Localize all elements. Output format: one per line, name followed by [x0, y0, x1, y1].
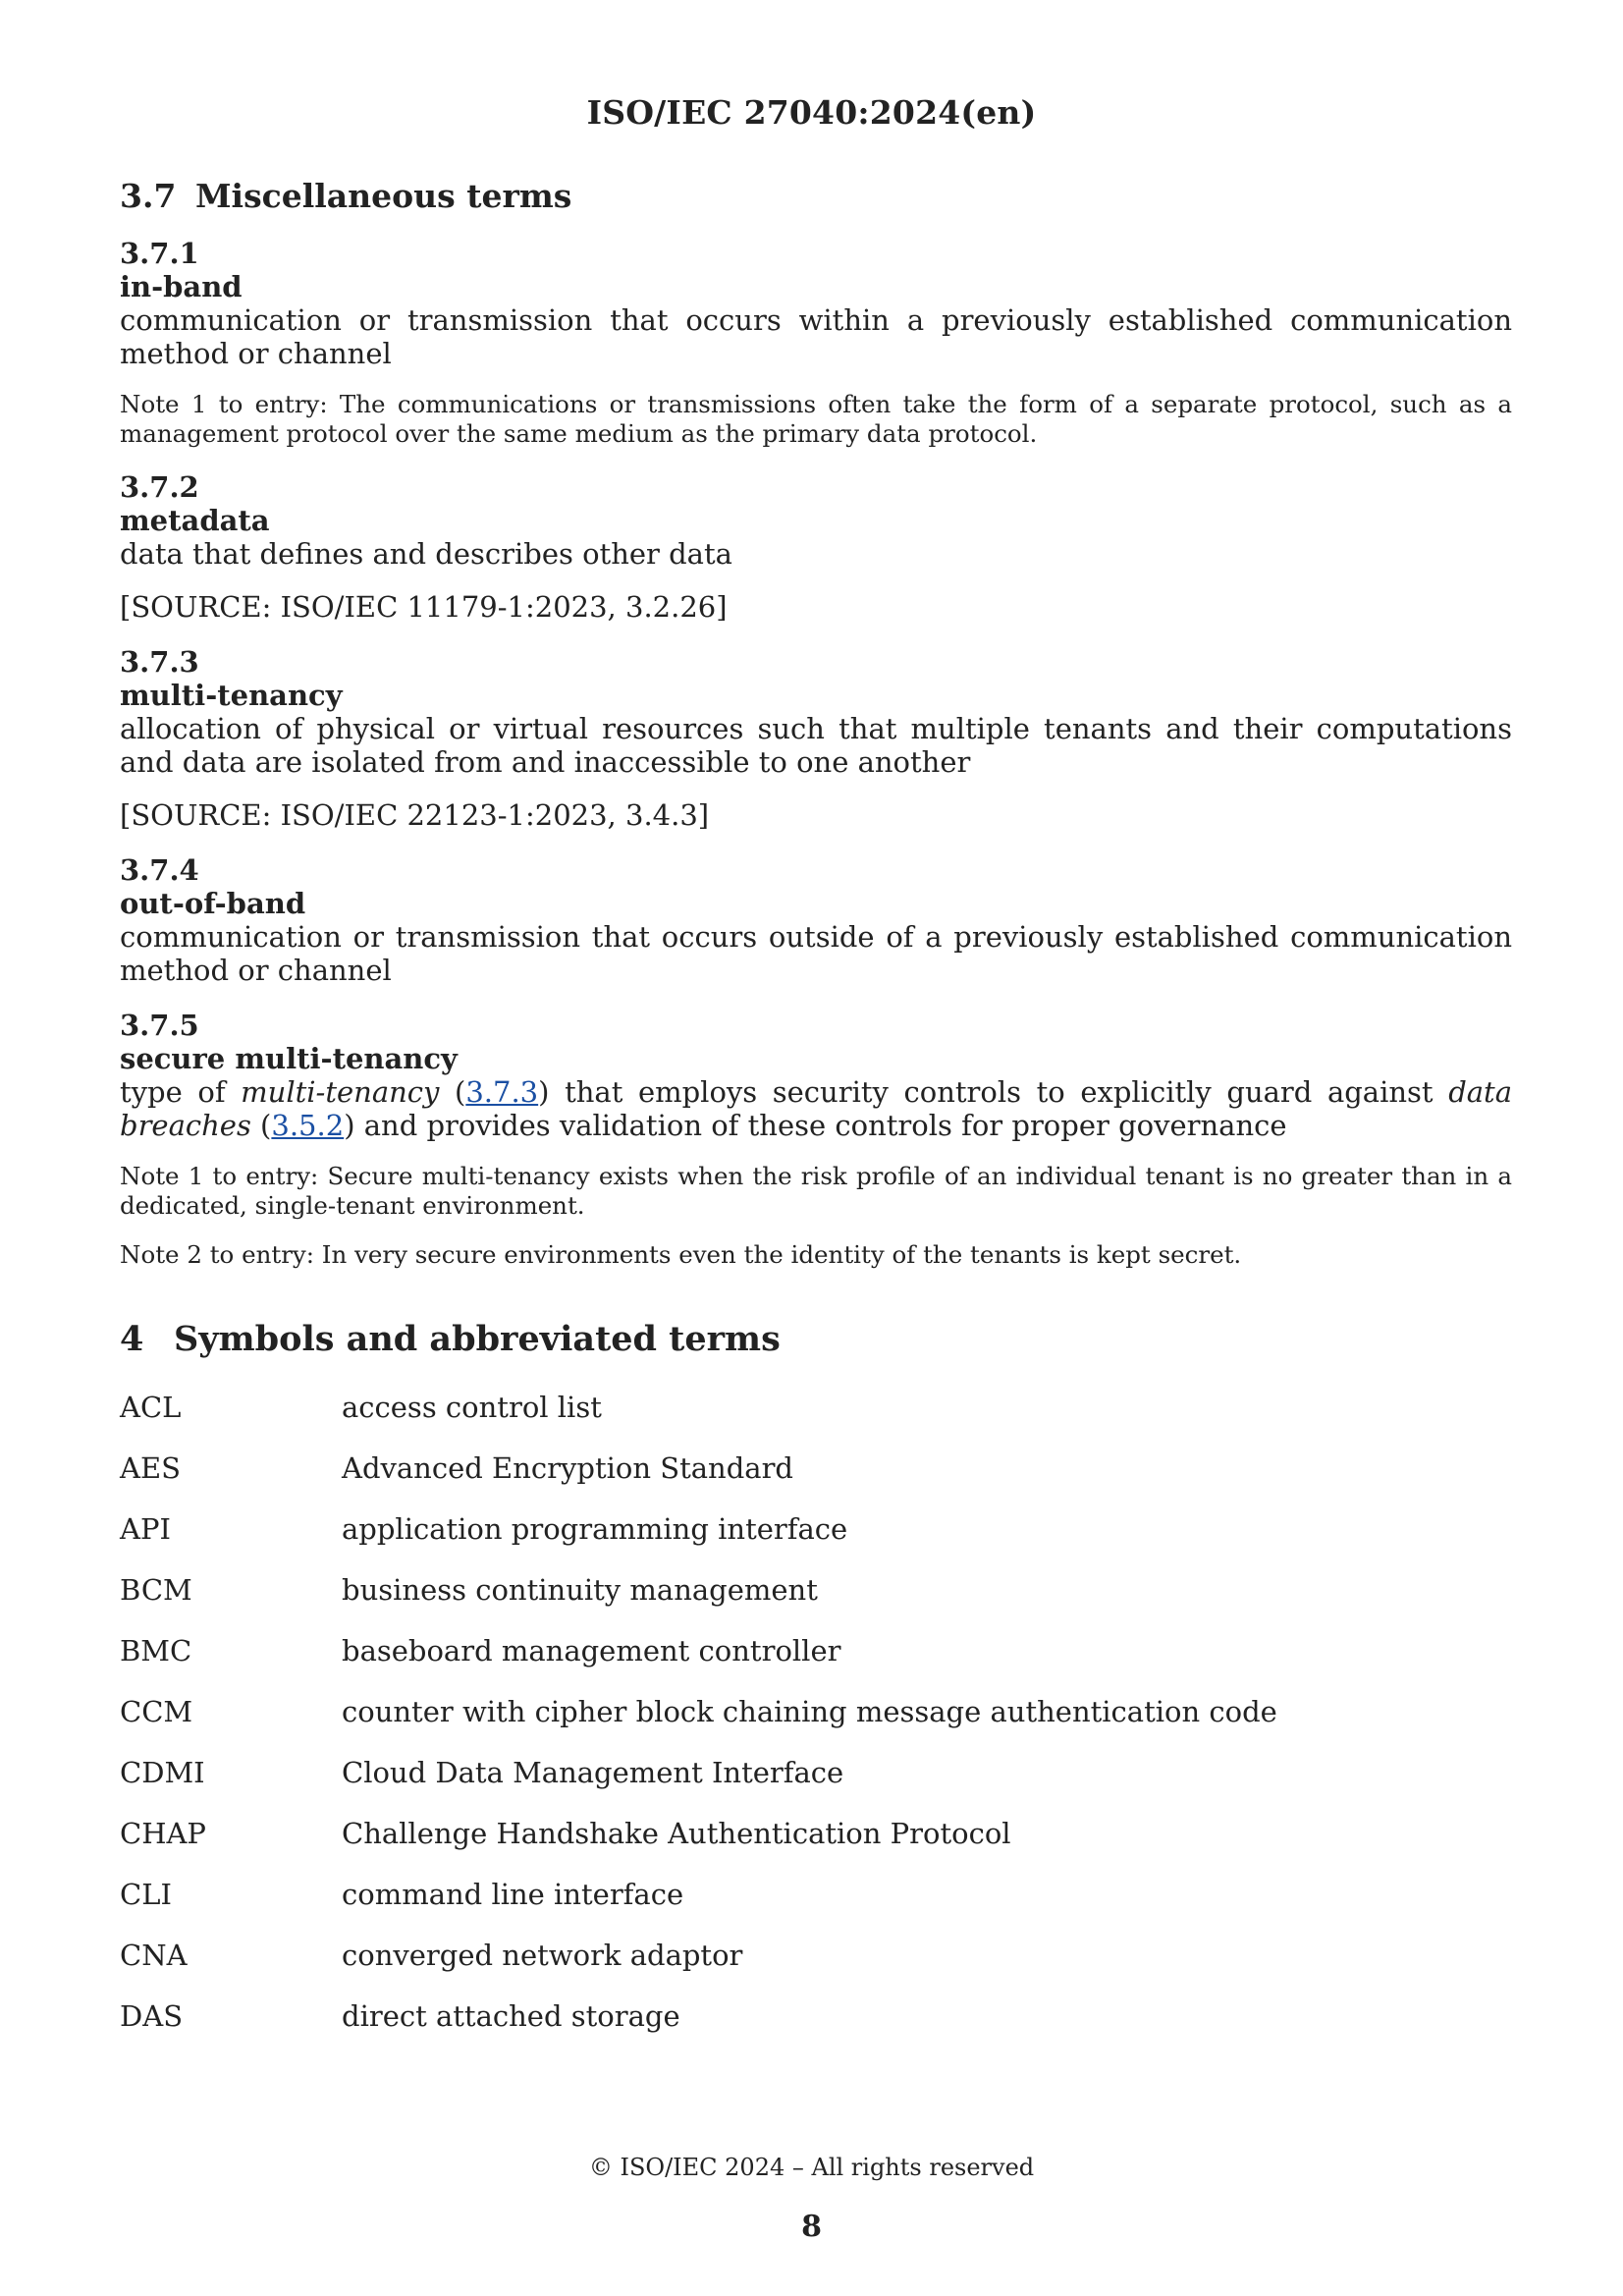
page-content	[120, 177, 1512, 2060]
list-item	[120, 1756, 1512, 1817]
term-definition: communication or transmission that occurs within a previously established communication method or channel	[120, 303, 1512, 370]
list-item	[120, 1695, 1512, 1756]
term-entry-metadata	[120, 470, 1512, 624]
abbreviation-meaning: direct attached storage	[342, 1999, 680, 2033]
abbreviation: ACL	[120, 1391, 182, 1424]
section-title: Symbols and abbreviated terms	[174, 1319, 781, 1359]
term-entry-secure-multi-tenancy	[120, 1009, 1512, 1270]
abbreviation: API	[120, 1512, 171, 1546]
abbreviation: CNA	[120, 1939, 188, 1972]
page-number: 8	[801, 2210, 822, 2244]
term-name: out-of-band	[120, 887, 306, 920]
list-item	[120, 1512, 1512, 1573]
term-entry-out-of-band	[120, 853, 1512, 987]
abbreviation-meaning: business continuity management	[342, 1573, 818, 1607]
term-note: Note 1 to entry: The communications or transmissions often take the form of a separate protocol, such as a management protocol over the same medium as the primary data protocol.	[120, 390, 1512, 448]
term-number: 3.7.5	[120, 1009, 199, 1042]
definition-text: type of	[120, 1075, 242, 1109]
term-definition: communication or transmission that occurs outside of a previously established communication method or channel	[120, 920, 1512, 987]
list-item	[120, 1999, 1512, 2060]
abbreviation-meaning: baseboard management controller	[342, 1634, 841, 1667]
list-item	[120, 1817, 1512, 1878]
abbreviation: CCM	[120, 1695, 193, 1728]
definition-text: that employs security controls to explicitly guard against	[549, 1075, 1449, 1109]
term-entry-multi-tenancy	[120, 645, 1512, 832]
cross-ref-term: data breaches	[120, 1075, 1512, 1142]
abbreviation-meaning: access control list	[342, 1391, 602, 1424]
list-item	[120, 1451, 1512, 1512]
term-name: multi-tenancy	[120, 679, 343, 712]
list-item	[120, 1391, 1512, 1451]
abbreviation: CDMI	[120, 1756, 205, 1789]
abbreviation-meaning: Cloud Data Management Interface	[342, 1756, 844, 1789]
term-number: 3.7.4	[120, 853, 199, 887]
section-3-7-heading	[120, 177, 1512, 215]
section-number: 3.7	[120, 177, 177, 215]
abbreviation-meaning: command line interface	[342, 1878, 684, 1911]
term-entry-in-band	[120, 237, 1512, 449]
abbreviation: CHAP	[120, 1817, 206, 1850]
list-item	[120, 1878, 1512, 1939]
section-number: 4	[120, 1319, 144, 1359]
abbreviation: DAS	[120, 1999, 184, 2033]
paren-open: (	[439, 1075, 466, 1109]
abbreviation: AES	[120, 1451, 181, 1485]
abbreviation: CLI	[120, 1878, 172, 1911]
term-name: metadata	[120, 504, 270, 537]
abbreviation-meaning: converged network adaptor	[342, 1939, 743, 1972]
footer-copyright: © ISO/IEC 2024 – All rights reserved	[588, 2154, 1035, 2181]
abbreviation-meaning: Challenge Handshake Authentication Protocol	[342, 1817, 1011, 1850]
cross-ref-link-3-7-3[interactable]: 3.7.3	[465, 1075, 539, 1109]
term-name: secure multi-tenancy	[120, 1042, 458, 1075]
term-source: [SOURCE: ISO/IEC 22123-1:2023, 3.4.3]	[120, 798, 710, 832]
cross-ref-link-3-5-2[interactable]: 3.5.2	[271, 1109, 345, 1142]
term-note: Note 1 to entry: Secure multi-tenancy exists when the risk profile of an individual tenant is no greater than in a dedicated, single-tenant environment.	[120, 1162, 1512, 1220]
term-source: [SOURCE: ISO/IEC 11179-1:2023, 3.2.26]	[120, 590, 728, 624]
term-number: 3.7.1	[120, 237, 199, 270]
definition-text: and provides validation of these controls for proper governance	[354, 1109, 1287, 1142]
term-note: Note 2 to entry: In very secure environments even the identity of the tenants is kept secret.	[120, 1240, 1242, 1269]
cross-ref-term: multi-tenancy	[241, 1075, 440, 1109]
section-title: Miscellaneous terms	[195, 177, 572, 215]
list-item	[120, 1939, 1512, 1999]
paren-close: )	[344, 1109, 355, 1142]
abbreviations-list	[120, 1391, 1512, 2060]
list-item	[120, 1573, 1512, 1634]
section-4-heading	[120, 1319, 1512, 1359]
term-name: in-band	[120, 270, 243, 303]
paren-close: )	[538, 1075, 550, 1109]
term-definition	[120, 1075, 1512, 1142]
abbreviation: BCM	[120, 1573, 192, 1607]
list-item	[120, 1634, 1512, 1695]
document-header-title: ISO/IEC 27040:2024(en)	[586, 93, 1037, 132]
abbreviation-meaning: Advanced Encryption Standard	[342, 1451, 793, 1485]
abbreviation: BMC	[120, 1634, 192, 1667]
term-definition: data that defines and describes other data	[120, 537, 732, 571]
term-number: 3.7.3	[120, 645, 199, 679]
abbreviation-meaning: application programming interface	[342, 1512, 848, 1546]
term-definition: allocation of physical or virtual resources such that multiple tenants and their computations and data are isolated from and inaccessible to one another	[120, 712, 1512, 779]
paren-open: (	[250, 1109, 272, 1142]
abbreviation-meaning: counter with cipher block chaining message authentication code	[342, 1695, 1277, 1728]
term-number: 3.7.2	[120, 470, 199, 504]
